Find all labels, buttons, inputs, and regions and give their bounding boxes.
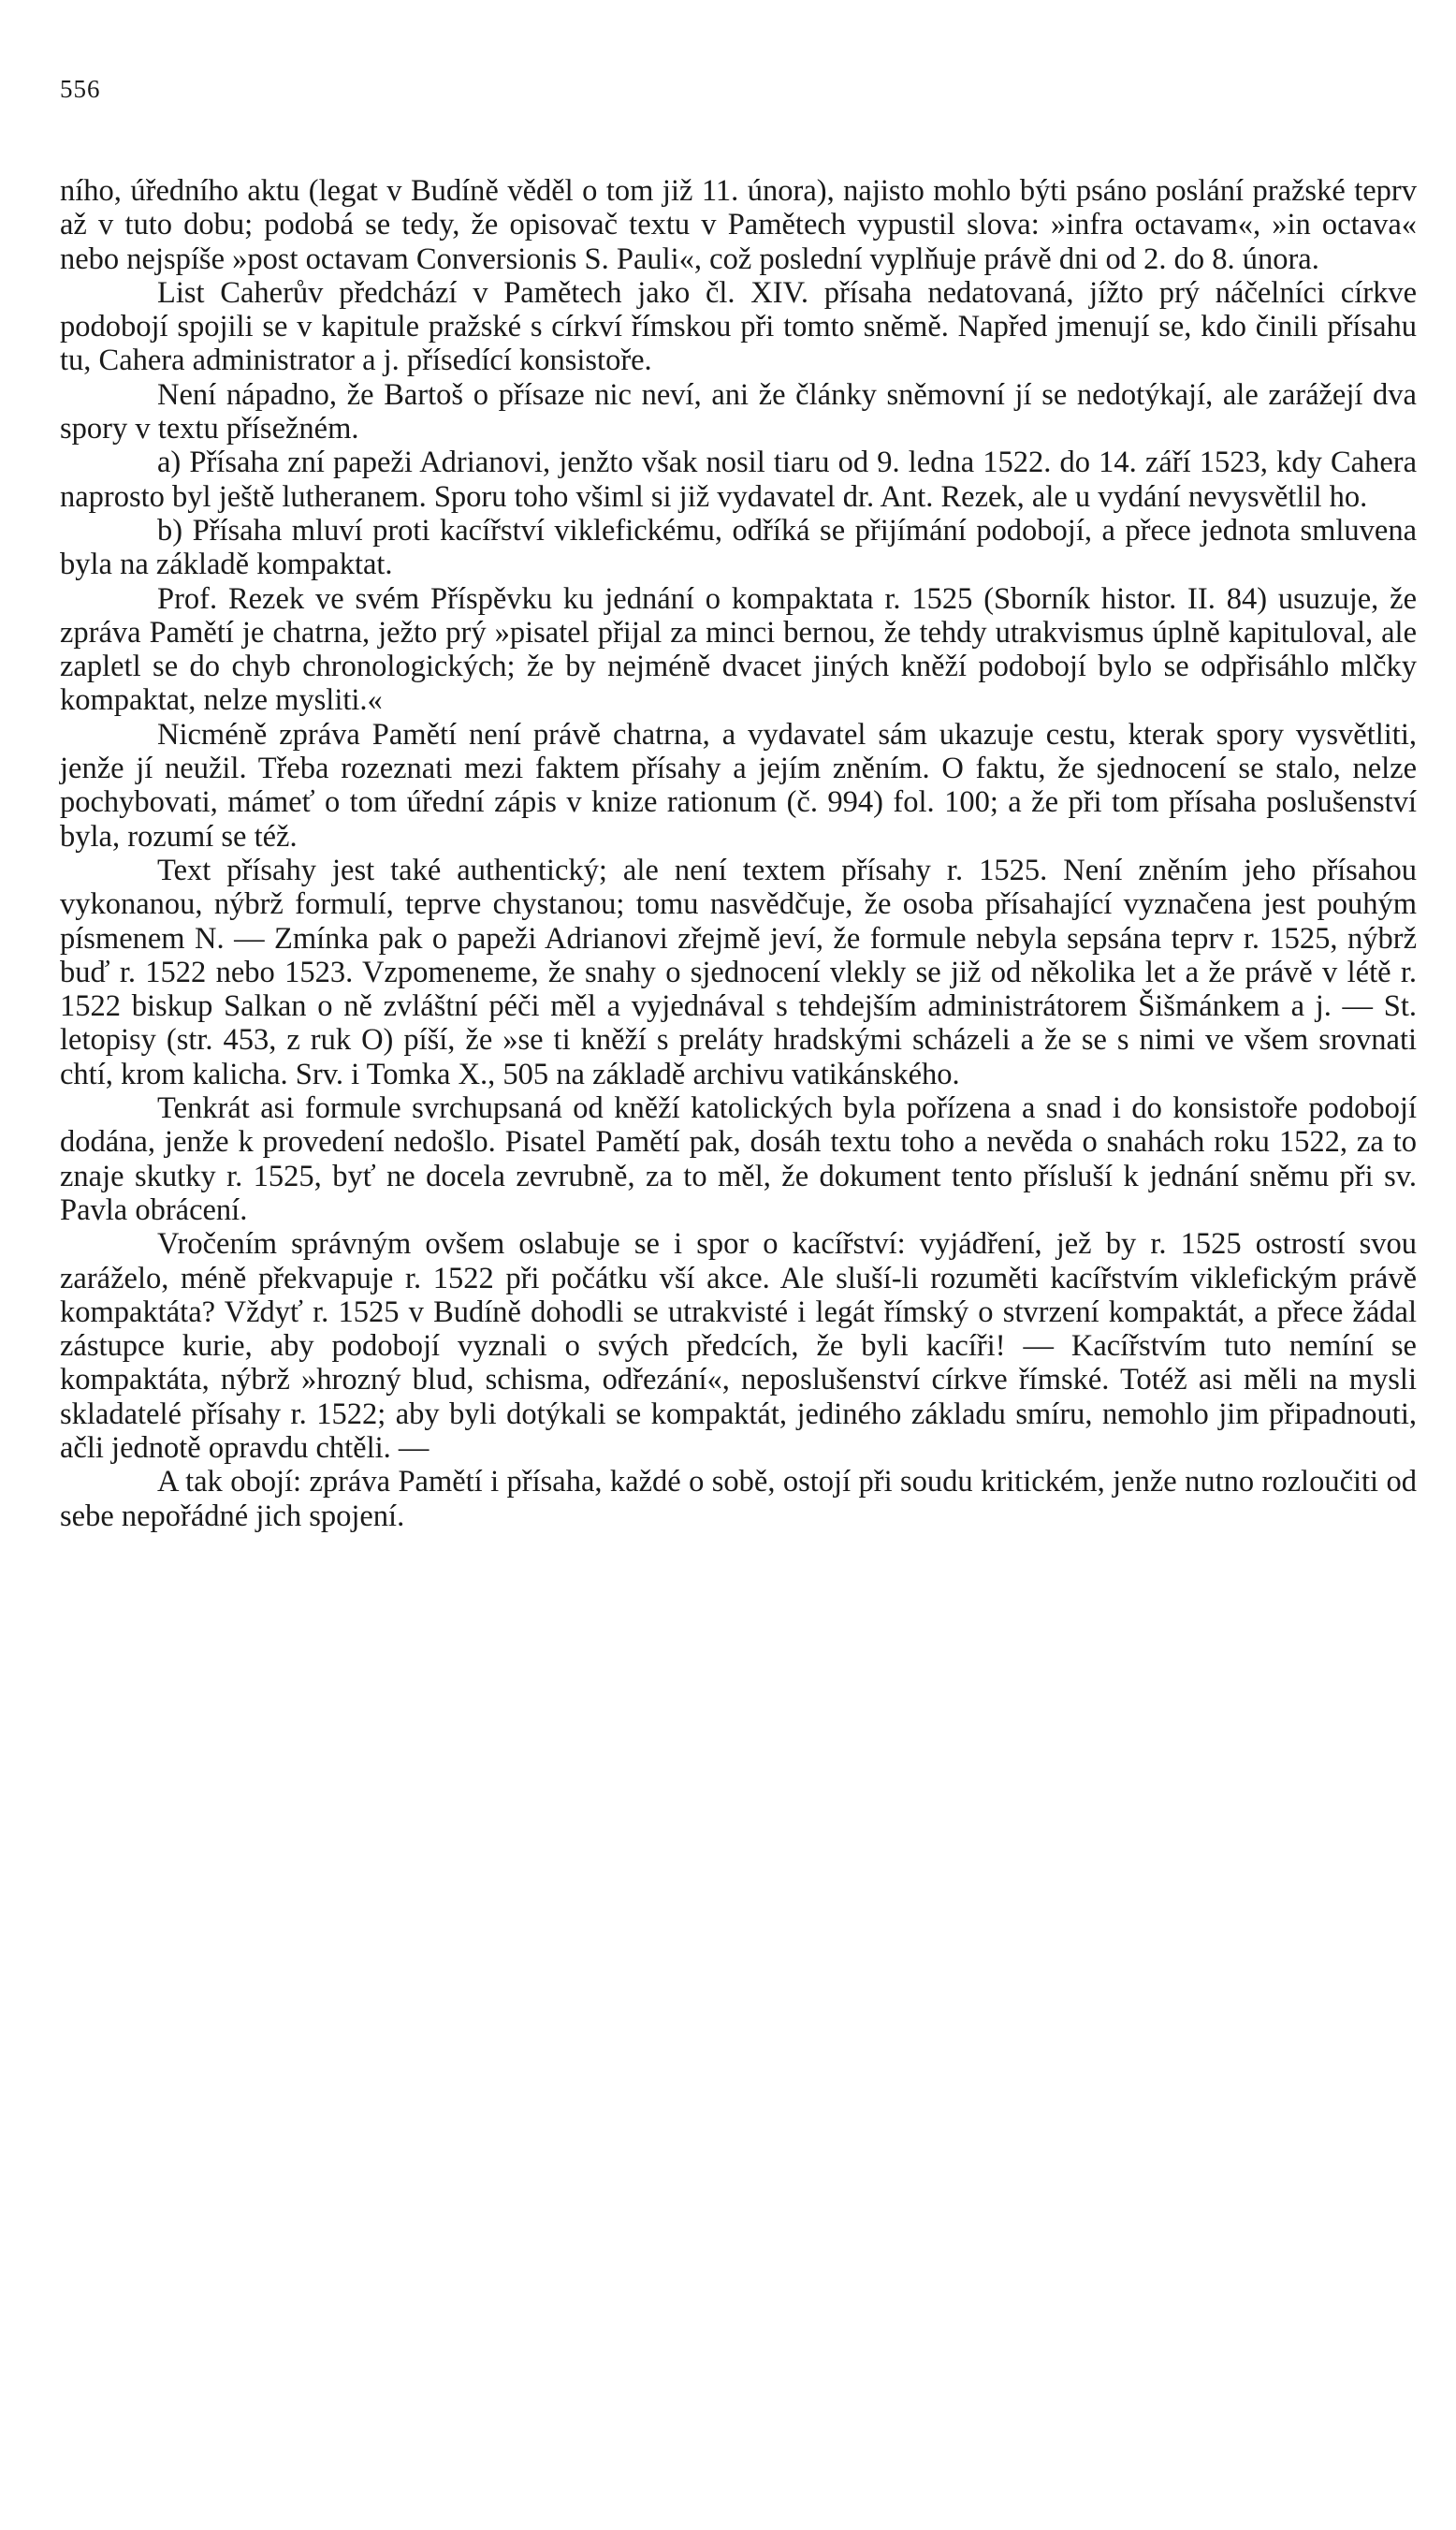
paragraph: Vročením správným ovšem oslabuje se i spor o kacířství: vyjádření, jež by r. 1525 ostrostí svou zaráželo, méně překvapuje r. 1522 při počátku vší akce. Ale sluší-li rozuměti kacířstvím viklefickým právě kompaktáta? Vždyť r. 1525 v Budíně dohodli se utrakvisté i legát římský o stvrzení kompaktát, a přece žádal zástupce kurie, aby podobojí vyznali o svých předcích, že byli kacíři! — Kacířstvím tuto nemíní se kompaktáta, nýbrž »hrozný blud, schisma, odřezání«, neposlušenství církve římské. Totéž asi měli na mysli skladatelé přísahy r. 1522; aby byli dotýkali se kompaktát, jediného základu smíru, nemohlo jim připadnouti, ačli jednotě opravdu chtěli. —	[60, 1227, 1417, 1465]
body-text	[60, 174, 1417, 1533]
paragraph: Nicméně zpráva Pamětí není právě chatrna, a vydavatel sám ukazuje cestu, kterak spory vysvětliti, jenže jí neužil. Třeba rozeznati mezi faktem přísahy a jejím zněním. O faktu, že sjednocení se stalo, nelze pochybovati, mámeť o tom úřední zápis v knize rationum (č. 994) fol. 100; a že při tom přísaha poslušenství byla, rozumí se též.	[60, 717, 1417, 854]
paragraph: a) Přísaha zní papeži Adrianovi, jenžto však nosil tiaru od 9. ledna 1522. do 14. září 1523, kdy Cahera naprosto byl ještě lutheranem. Sporu toho všiml si již vydavatel dr. Ant. Rezek, ale u vydání nevysvětlil ho.	[60, 446, 1417, 514]
paragraph: Tenkrát asi formule svrchupsaná od kněží katolických byla pořízena a snad i do konsistoře podobojí dodána, jenže k provedení nedošlo. Pisatel Pamětí pak, dosáh textu toho a nevěda o snahách roku 1522, za to znaje skutky r. 1525, byť ne docela zevrubně, za to měl, že dokument tento přísluší k jednání sněmu při sv. Pavla obrácení.	[60, 1091, 1417, 1227]
page-number: 556	[60, 75, 101, 103]
paragraph: Není nápadno, že Bartoš o přísaze nic neví, ani že články sněmovní jí se nedotýkají, ale zarážejí dva spory v textu přísežném.	[60, 377, 1417, 446]
paragraph: A tak obojí: zpráva Pamětí i přísaha, každé o sobě, ostojí při soudu kritickém, jenže nutno rozloučiti od sebe nepořádné jich spojení.	[60, 1465, 1417, 1533]
paragraph: Prof. Rezek ve svém Příspěvku ku jednání o kompaktata r. 1525 (Sborník histor. II. 84) usuzuje, že zpráva Pamětí je chatrna, ježto prý »pisatel přijal za minci bernou, že tehdy utrakvismus úplně kapituloval, ale zapletl se do chyb chronologických; že by nejméně dvacet jiných kněží podobojí bylo se odpřisáhlo mlčky kompaktat, nelze mysliti.«	[60, 581, 1417, 718]
paragraph: ního, úředního aktu (legat v Budíně věděl o tom již 11. února), najisto mohlo býti psáno poslání pražské teprv až v tuto dobu; podobá se tedy, že opisovač textu v Pamětech vypustil slova: »infra octavam«, »in octava« nebo nejspíše »post octavam Conversionis S. Pauli«, což poslední vyplňuje právě dni od 2. do 8. února.	[60, 174, 1417, 276]
paragraph: List Caherův předchází v Pamětech jako čl. XIV. přísaha nedatovaná, jížto prý náčelníci církve podobojí spojili se v kapitule pražské s církví římskou při tomto sněmě. Napřed jmenují se, kdo činili přísahu tu, Cahera administrator a j. přísedící konsistoře.	[60, 275, 1417, 378]
paragraph: Text přísahy jest také authentický; ale není textem přísahy r. 1525. Není zněním jeho přísahou vykonanou, nýbrž formulí, teprve chystanou; tomu nasvědčuje, že osoba přísahající vyznačena jest pouhým písmenem N. — Zmínka pak o papeži Adrianovi zřejmě jeví, že formule nebyla sepsána teprv r. 1525, nýbrž buď r. 1522 nebo 1523. Vzpomeneme, že snahy o sjednocení vlekly se již od několika let a že právě v létě r. 1522 biskup Salkan o ně zvláštní péči měl a vyjednával s tehdejším administrátorem Šišmánkem a j. — St. letopisy (str. 453, z ruk O) píší, že »se ti kněží s preláty hradskými scházeli a že se s nimi ve všem srovnati chtí, krom kalicha. Srv. i Tomka X., 505 na základě archivu vatikánského.	[60, 853, 1417, 1091]
paragraph: b) Přísaha mluví proti kacířství viklefickému, odříká se přijímání podobojí, a přece jednota smluvena byla na základě kompaktat.	[60, 513, 1417, 582]
